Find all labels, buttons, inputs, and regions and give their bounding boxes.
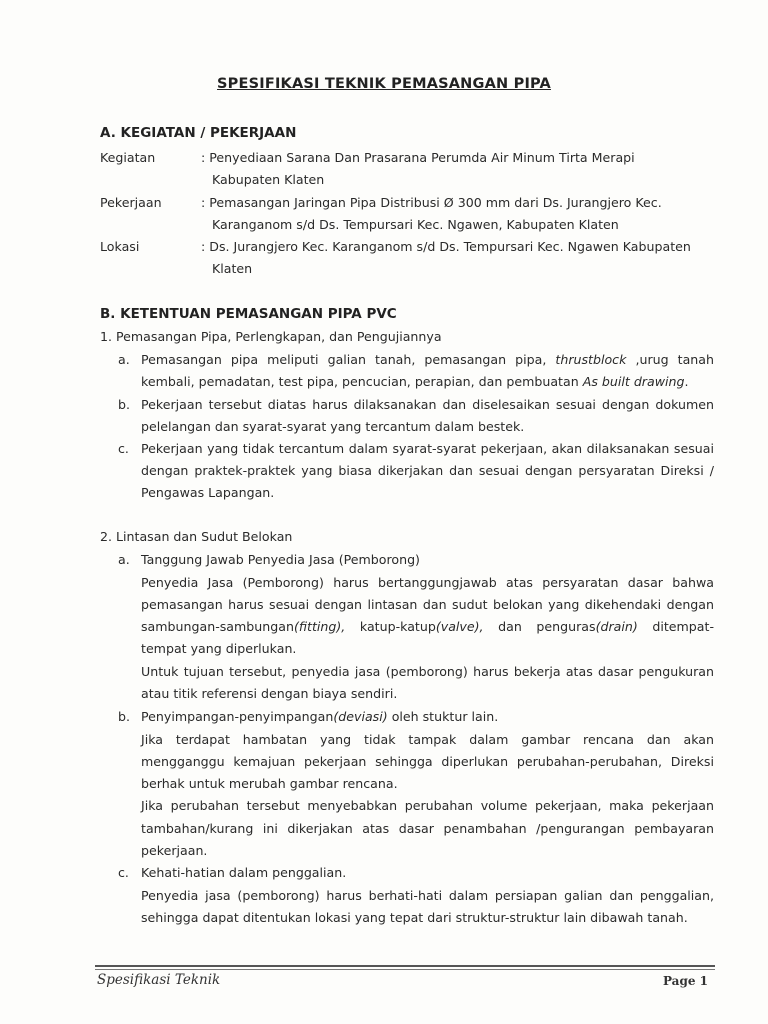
item-1c-line3: Pengawas Lapangan. (141, 485, 275, 500)
page-number: Page 1 (662, 974, 708, 988)
footer-rule-thin (95, 969, 715, 970)
item-2-title: 2. Lintasan dan Sudut Belokan (100, 529, 293, 544)
item-1a-line2: kembali, pemadatan, test pipa, pencucian, perapian, dan pembuatan As built drawing. (141, 374, 689, 389)
item-2c-line1: Penyedia jasa (pemborong) harus berhati-hati dalam persiapan galian dan penggalian, (141, 888, 714, 903)
footer-document-name: Spesifikasi Teknik (97, 972, 221, 988)
item-1-title: 1. Pemasangan Pipa, Perlengkapan, dan Pengujiannya (100, 329, 442, 344)
item-2b-line3: berhak untuk merubah gambar rencana. (141, 776, 398, 791)
item-2b-marker: b. (118, 709, 130, 724)
info-value-kegiatan-cont: Kabupaten Klaten (212, 172, 325, 187)
item-2b-line6: pekerjaan. (141, 843, 208, 858)
item-1a-marker: a. (118, 352, 130, 367)
item-2b-title: Penyimpangan-penyimpangan(deviasi) oleh stuktur lain. (141, 709, 499, 724)
item-2a-line6: atau titik referensi dengan biaya sendiri. (141, 686, 398, 701)
item-2a-line1: Penyedia Jasa (Pemborong) harus bertanggungjawab atas persyaratan dasar bahwa (141, 575, 714, 590)
item-2a-line3: sambungan-sambungan(fitting), katup-katup(valve), dan penguras(drain) ditempat- (141, 619, 714, 634)
item-2b-line5: tambahan/kurang ini dikerjakan atas dasar penambahan /pengurangan pembayaran (141, 821, 714, 836)
info-label-kegiatan: Kegiatan (100, 150, 156, 165)
item-1c-marker: c. (118, 441, 129, 456)
item-1c-line2: dengan praktek-praktek yang biasa dikerjakan dan sesuai dengan persyaratan Direksi / (141, 463, 714, 478)
item-1b-line1: Pekerjaan tersebut diatas harus dilaksanakan dan diselesaikan sesuai dengan dokumen (141, 397, 714, 412)
item-2a-marker: a. (118, 552, 130, 567)
item-2c-title: Kehati-hatian dalam penggalian. (141, 865, 347, 880)
item-2c-line2: sehingga dapat ditentukan lokasi yang tepat dari struktur-struktur lain dibawah tanah. (141, 910, 688, 925)
info-label-pekerjaan: Pekerjaan (100, 195, 162, 210)
item-1a-line1: Pemasangan pipa meliputi galian tanah, pemasangan pipa, thrustblock ,urug tanah (141, 352, 714, 367)
item-2a-line5: Untuk tujuan tersebut, penyedia jasa (pemborong) harus bekerja atas dasar pengukuran (141, 664, 714, 679)
info-value-pekerjaan-cont: Karanganom s/d Ds. Tempursari Kec. Ngawen, Kabupaten Klaten (212, 217, 619, 232)
info-value-lokasi-cont: Klaten (212, 261, 253, 276)
item-1b-marker: b. (118, 397, 130, 412)
footer-rule (95, 965, 715, 967)
item-2c-marker: c. (118, 865, 129, 880)
section-a-heading: A. KEGIATAN / PEKERJAAN (100, 125, 297, 141)
item-2a-line4: tempat yang diperlukan. (141, 641, 297, 656)
item-2b-line2: mengganggu kemajuan pekerjaan sehingga diperlukan perubahan-perubahan, Direksi (141, 754, 714, 769)
item-1c-line1: Pekerjaan yang tidak tercantum dalam syarat-syarat pekerjaan, akan dilaksanakan sesuai (141, 441, 714, 456)
info-value-kegiatan: : Penyediaan Sarana Dan Prasarana Perumda Air Minum Tirta Merapi (201, 150, 635, 165)
item-2b-line1: Jika terdapat hambatan yang tidak tampak dalam gambar rencana dan akan (141, 732, 714, 747)
info-label-lokasi: Lokasi (100, 239, 140, 254)
document-title: SPESIFIKASI TEKNIK PEMASANGAN PIPA (217, 76, 551, 92)
item-1b-line2: pelelangan dan syarat-syarat yang tercantum dalam bestek. (141, 419, 525, 434)
item-2b-line4: Jika perubahan tersebut menyebabkan perubahan volume pekerjaan, maka pekerjaan (141, 798, 714, 813)
section-b-heading: B. KETENTUAN PEMASANGAN PIPA PVC (100, 306, 397, 322)
info-value-lokasi: : Ds. Jurangjero Kec. Karanganom s/d Ds. Tempursari Kec. Ngawen Kabupaten (201, 239, 691, 254)
item-2a-title: Tanggung Jawab Penyedia Jasa (Pemborong) (141, 552, 420, 567)
item-2a-line2: pemasangan harus sesuai dengan lintasan dan sudut belokan yang dikehendaki dengan (141, 597, 714, 612)
info-value-pekerjaan: : Pemasangan Jaringan Pipa Distribusi Ø 300 mm dari Ds. Jurangjero Kec. (201, 195, 662, 210)
